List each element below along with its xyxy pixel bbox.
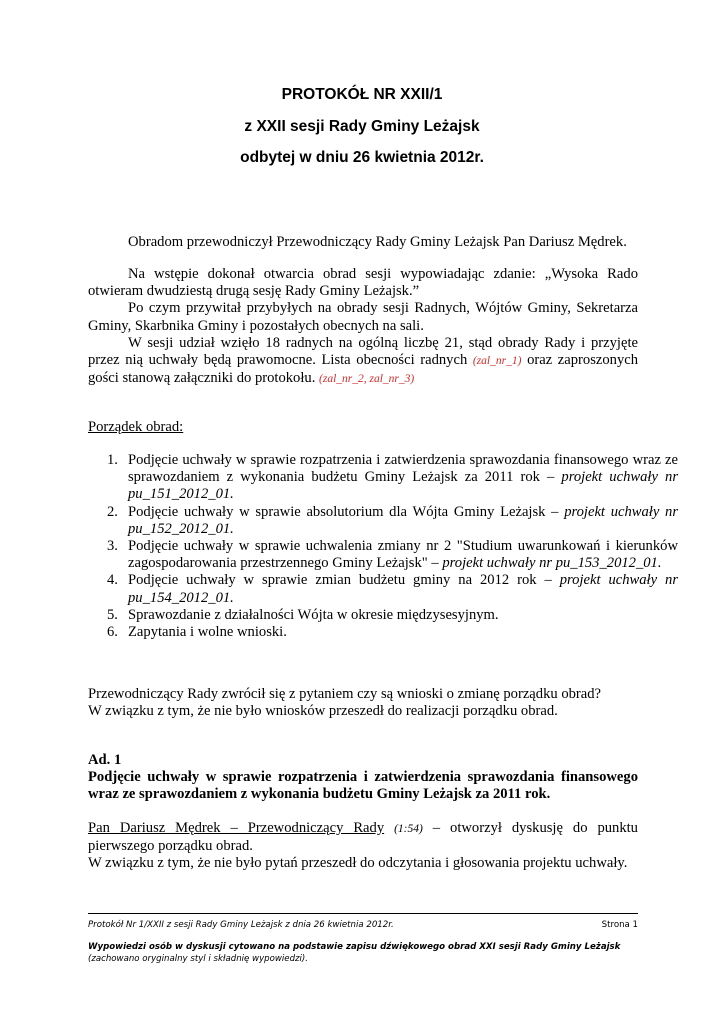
intro-paragraph-4: [88, 335, 638, 389]
footer-note-bold: Wypowiedzi osób w dyskusji cytowano na podstawie zapisu dźwiękowego obrad XXI sesji Rady Gminy Leżajsk: [88, 942, 621, 952]
section-ad1-followup: W związku z tym, że nie było pytań przeszedł do odczytania i głosowania projektu uchwały.: [88, 855, 628, 872]
session-title: z XXII sesji Rady Gminy Leżajsk: [244, 118, 480, 135]
attachment-ref-1: (zal_nr_1): [472, 355, 522, 368]
page-number: Strona 1: [601, 920, 638, 930]
section-ad1-label: Ad. 1: [88, 752, 122, 768]
intro-paragraph-4-text-b: oraz zaproszonych gości stanową załączniki do protokołu.: [88, 352, 639, 387]
agenda-item: 1. Podjęcie uchwały w sprawie rozpatrzenia i zatwierdzenia sprawozdania finansowego wraz ze sprawozdaniem z wykonania budżetu Gminy Leżajsk za 2011 rok – projekt uchwały nr pu_151_2012_01.: [107, 452, 678, 503]
footer-note-rest: (zachowano oryginalny styl i składnię wypowiedzi).: [88, 954, 309, 964]
section-ad1-body: [88, 820, 638, 873]
speech-text: – otworzył dyskusję do punktu pierwszego porządku obrad.: [88, 820, 638, 855]
agenda-item: 5. Sprawozdanie z działalności Wójta w okresie międzysesyjnym.: [107, 606, 499, 623]
section-ad1-speech: [88, 820, 638, 855]
footer-line: [88, 919, 638, 931]
footer-note: [88, 941, 638, 965]
section-ad1-title: Podjęcie uchwały w sprawie rozpatrzenia i zatwierdzenia sprawozdania finansowego wraz ze sprawozdaniem z wykonania budżetu Gminy Leżajsk za 2011 rok.: [88, 769, 638, 803]
protocol-title: PROTOKÓŁ NR XXII/1: [281, 86, 443, 103]
recording-timestamp: (1:54): [394, 823, 423, 835]
intro-block: [88, 266, 638, 388]
agenda-confirmation: W związku z tym, że nie było wniosków przeszedł do realizacji porządku obrad.: [88, 703, 558, 720]
agenda-item: 4. Podjęcie uchwały w sprawie zmian budżetu gminy na 2012 rok – projekt uchwały nr pu_154_2012_01.: [107, 572, 679, 606]
agenda-item: 2. Podjęcie uchwały w sprawie absolutorium dla Wójta Gminy Leżajsk – projekt uchwały nr pu_152_2012_01.: [107, 503, 679, 537]
agenda-heading: Porządek obrad:: [88, 419, 184, 435]
intro-paragraph-1: Obradom przewodniczył Przewodniczący Rady Gminy Leżajsk Pan Dariusz Mędrek.: [128, 234, 627, 250]
intro-paragraph-3: Po czym przywitał przybyłych na obrady sesji Radnych, Wójtów Gminy, Sekretarza Gminy, Skarbnika Gminy i pozostałych obecnych na sali.: [88, 300, 638, 334]
agenda-question: Przewodniczący Rady zwrócił się z pytaniem czy są wnioski o zmianę porządku obrad?: [88, 686, 602, 702]
agenda-followup: [88, 686, 638, 720]
footer-divider: [88, 913, 638, 914]
intro-paragraph-4-text-a: W sesji udział wzięło 18 radnych na ogólną liczbę 21, stąd obrady Rady i przyjęte przez nią uchwały będą prawomocne. Lista obecności radnych: [88, 334, 638, 369]
section-ad1: [88, 752, 638, 804]
attachment-ref-2: (zal_nr_2, zal_nr_3): [319, 373, 415, 386]
agenda-list: [88, 452, 678, 641]
intro-paragraph-2: Na wstępie dokonał otwarcia obrad sesji wypowiadając zdanie: „Wysoka Rado otwieram dwudziestą drugą sesję Rady Gminy Leżajsk.”: [88, 266, 638, 300]
agenda-item: 6. Zapytania i wolne wnioski.: [107, 624, 287, 641]
speaker-name: Pan Dariusz Mędrek – Przewodniczący Rady: [88, 820, 385, 836]
session-date: odbytej w dniu 26 kwietnia 2012r.: [240, 149, 484, 166]
agenda-item: 3. Podjęcie uchwały w sprawie uchwalenia zmiany nr 2 "Studium uwarunkowań i kierunków zagospodarowania przestrzennego Gminy Leżajsk" – projekt uchwały nr pu_153_2012_01.: [107, 538, 678, 572]
footer-document-title: Protokół Nr 1/XXII z sesji Rady Gminy Leżajsk z dnia 26 kwietnia 2012r.: [88, 920, 394, 930]
